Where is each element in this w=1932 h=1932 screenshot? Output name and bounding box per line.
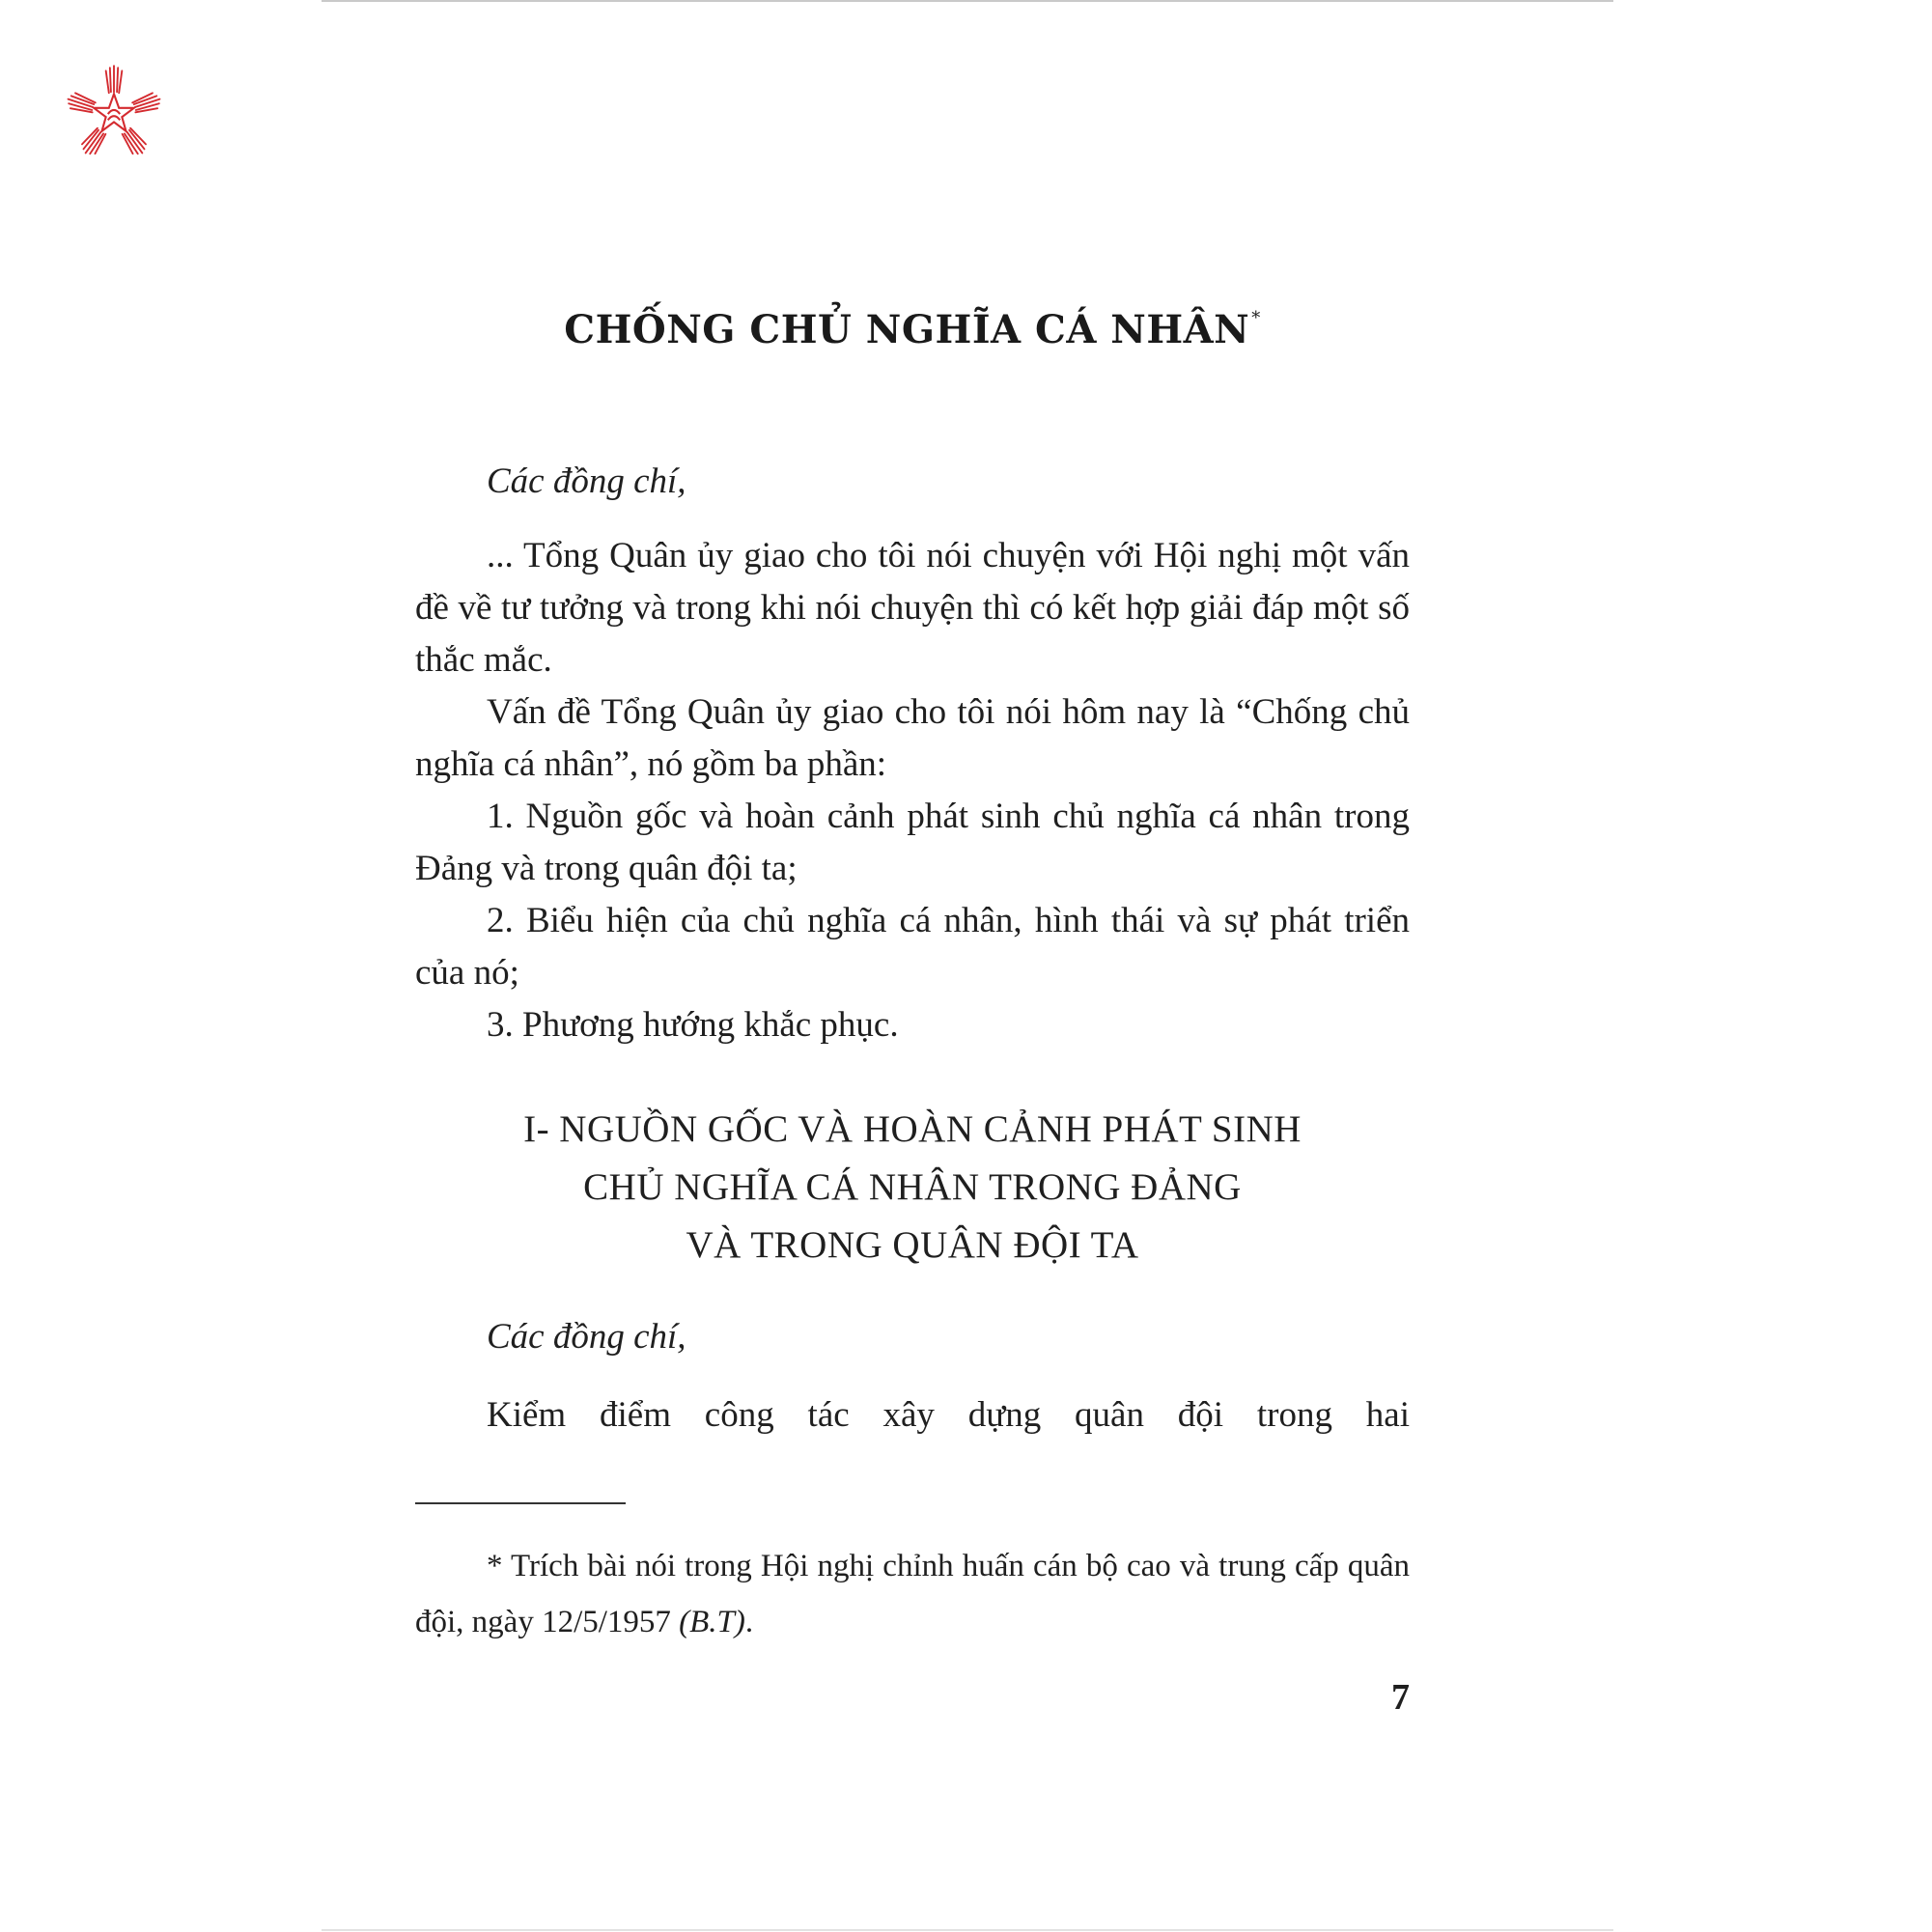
- publisher-star-logo-icon: [64, 62, 164, 162]
- book-page: [415, 0, 1410, 1932]
- chapter-title: [415, 307, 1410, 352]
- paragraph-2: Vấn đề Tổng Quân ủy giao cho tôi nói hôm nay là “Chống chủ nghĩa cá nhân”, nó gồm ba phần:: [415, 692, 1410, 784]
- title-footnote-mark: *: [1251, 308, 1261, 328]
- section-heading-line-1: I- NGUỒN GỐC VÀ HOÀN CẢNH PHÁT SINH: [523, 1108, 1302, 1150]
- list-item-3: 3. Phương hướng khắc phục.: [487, 1005, 899, 1045]
- page-number: 7: [1391, 1677, 1410, 1718]
- paragraph-last: Kiểm điểm công tác xây dựng quân đội trong hai: [487, 1395, 1410, 1435]
- intro-block: [415, 456, 1410, 1051]
- paragraph-1: ... Tổng Quân ủy giao cho tôi nói chuyện với Hội nghị một vấn đề về tư tưởng và trong khi nói chuyện thì có kết hợp giải đáp một số thắc mắc.: [415, 536, 1410, 680]
- footnote-text: * Trích bài nói trong Hội nghị chỉnh huấn cán bộ cao và trung cấp quân đội, ngày 12/5/1957: [415, 1549, 1410, 1639]
- list-item-1: 1. Nguồn gốc và hoàn cảnh phát sinh chủ nghĩa cá nhân trong Đảng và trong quân đội ta;: [415, 797, 1410, 888]
- section-heading-line-2: CHỦ NGHĨA CÁ NHÂN TRONG ĐẢNG: [583, 1166, 1242, 1208]
- list-item-2: 2. Biểu hiện của chủ nghĩa cá nhân, hình thái và sự phát triển của nó;: [415, 901, 1410, 993]
- section-body: [415, 1311, 1410, 1442]
- footnote-separator: [415, 1502, 626, 1504]
- footnote: [415, 1538, 1410, 1650]
- salutation-2: Các đồng chí,: [487, 1317, 686, 1357]
- bottom-page-edge-rule: [322, 1929, 1613, 1931]
- chapter-title-text: CHỐNG CHỦ NGHĨA CÁ NHÂN: [564, 307, 1250, 352]
- section-heading-line-3: VÀ TRONG QUÂN ĐỘI TA: [686, 1224, 1139, 1266]
- footnote-end: .: [744, 1605, 754, 1639]
- section-heading: [415, 1101, 1410, 1274]
- footnote-source-mark: (B.T): [679, 1605, 745, 1639]
- salutation-1: Các đồng chí,: [487, 462, 686, 501]
